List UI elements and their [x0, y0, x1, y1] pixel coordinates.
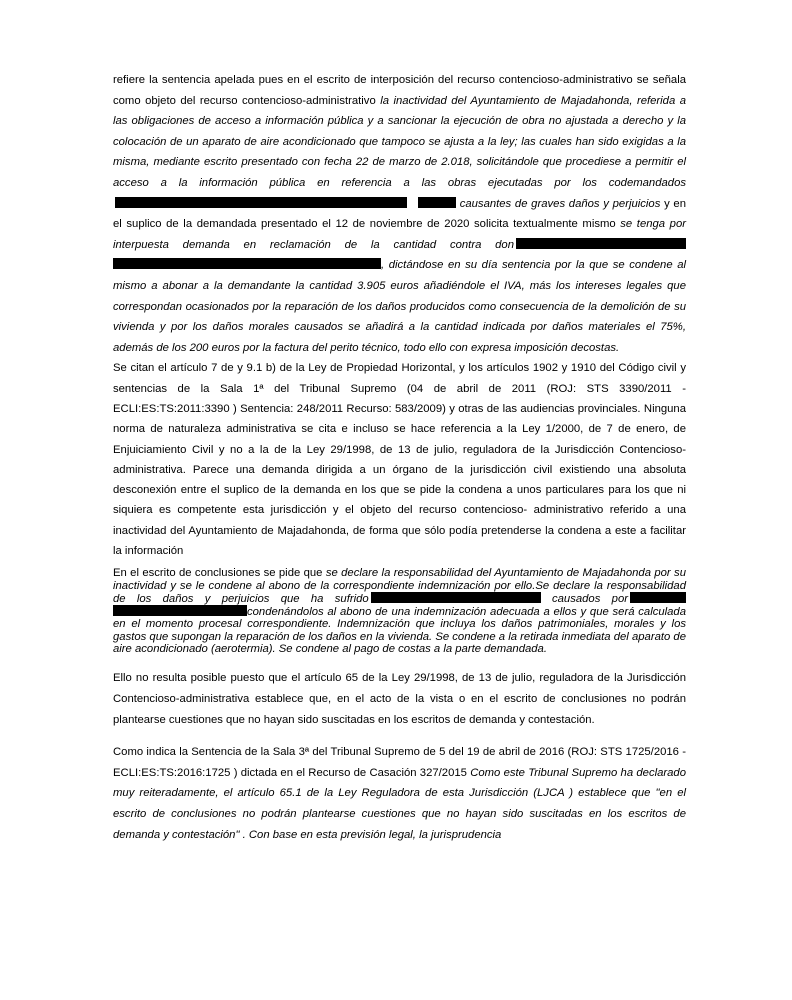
redaction-block	[115, 197, 407, 208]
redaction-block	[630, 592, 686, 603]
redaction-block	[371, 592, 541, 603]
quote-run: condenándolos al abono de una indemnización adecuada a ellos y que será calculada en el momento procesal correspondiente. Indemnización que incluya los daños patrimoniales, morales y los gastos que supongan la reparación de los daños en la vivienda. Se condene a la retirada inmediata del aparato de aire acondicionado (aerotermia). Se condene al pago de costas a la parte demandada.	[113, 606, 686, 656]
redaction-block	[516, 238, 686, 249]
redaction-block	[113, 258, 381, 269]
paragraph-art65: Ello no resulta posible puesto que el artículo 65 de la Ley 29/1998, de 13 de julio, reguladora de la Jurisdicción Contencioso-administrativa establece que, en el acto de la vista o en el escrito de conclusiones no podrán plantearse cuestiones que no hayan sido suscitadas en los escritos de demanda y contestación.	[113, 672, 686, 726]
quote-run: Como este Tribunal Supremo ha declarado muy reiteradamente, el artículo 65.1 de la Ley Reguladora de esta Jurisdicción (LJCA ) establece que "en el escrito de conclusiones no podrán plantearse cuestiones que no hayan sido suscitadas en los escritos de demanda y contestación" . Con base en esta previsión legal, la jurisprudencia	[113, 766, 686, 841]
redaction-block	[113, 605, 247, 616]
text-run: refiere la sentencia apelada pues en el escrito de interposición del recurso contencioso-administrativo se señala como objeto del recurso contencioso-administrativo	[113, 74, 686, 107]
quote-run: causantes de graves daños y perjuicios	[456, 197, 661, 210]
document-page	[113, 70, 686, 845]
redaction-block	[418, 197, 456, 208]
quote-run: se declare la responsabilidad del Ayuntamiento de Majadahonda por su inactividad y se le condene al abono de la correspondiente indemnización por ello.Se declare la responsabilidad de los daños y perjuicios que ha sufrido	[113, 567, 686, 605]
quote-run: se tenga por interpuesta demanda en reclamación de la cantidad contra don	[113, 218, 686, 251]
paragraph-claim-object	[113, 70, 686, 358]
paragraph-conclusions	[113, 567, 686, 655]
quote-run: , dictándose en su día sentencia por la que se condene al mismo a abonar a la demandante la cantidad 3.905 euros añadiéndole el IVA, más los intereses legales que correspondan ocasionados por la reparación de los daños producidos como consecuencia de la demolición de su vivienda y por los daños morales causados se añadirá a la cantidad indicada por daños materiales el 75%, además de los 200 euros por la factura del perito técnico, todo ello con expresa imposición decostas.	[113, 259, 686, 354]
text-run: y en el suplico de la demandada presentado el 12 de noviembre de 2020 solicita textualmente mismo	[113, 197, 687, 231]
paragraph-ts-ruling	[113, 742, 686, 845]
quote-run: causados por	[540, 592, 629, 605]
paragraph-citations: Se citan el artículo 7 de y 9.1 b) de la Ley de Propiedad Horizontal, y los artículos 1902 y 1910 del Código civil y sentencias de la Sala 1ª del Tribunal Supremo (04 de abril de 2011 (ROJ: STS 3390/2011 - ECLI:ES:TS:2011:3390 ) Sentencia: 248/2011 Recurso: 583/2009) y otras de las audiencias provinciales. Ninguna norma de naturaleza administrativa se cita e incluso se hace referencia a la Ley 1/2000, de 7 de enero, de Enjuiciamiento Civil y no a la de la Ley 29/1998, de 13 de julio, reguladora de la Jurisdicción Contencioso-administrativa. Parece una demanda dirigida a un órgano de la jurisdicción civil existiendo una absoluta desconexión entre el suplico de la demanda en los que se pide la condena a unos particulares para los que ni siquiera es competente esta jurisdicción y el objeto del recurso contencioso- administrativo referido a una inactividad del Ayuntamiento de Majadahonda, de forma que sólo podía pretenderse la condena a este a facilitar la información	[113, 362, 686, 557]
text-run: En el escrito de conclusiones se pide que	[113, 567, 326, 580]
text-run: Como indica la Sentencia de la Sala 3ª del Tribunal Supremo de 5 del 19 de abril de 2016 (ROJ: STS 1725/2016 - ECLI:ES:TS:2016:1725 ) dictada en el Recurso de Casación 327/2015	[113, 746, 686, 779]
quote-run: la inactividad del Ayuntamiento de Majadahonda, referida a las obligaciones de acceso a información pública y a sancionar la ejecución de obra no ajustada a derecho y la colocación de un aparato de aire acondicionado que tampoco se ajusta a la ley; las cuales han sido exigidas a la misma, mediante escrito presentado con fecha 22 de marzo de 2.018, solicitándole que procediese a permitir el acceso a la información pública en referencia a las obras ejecutadas por los codemandados	[113, 94, 686, 189]
